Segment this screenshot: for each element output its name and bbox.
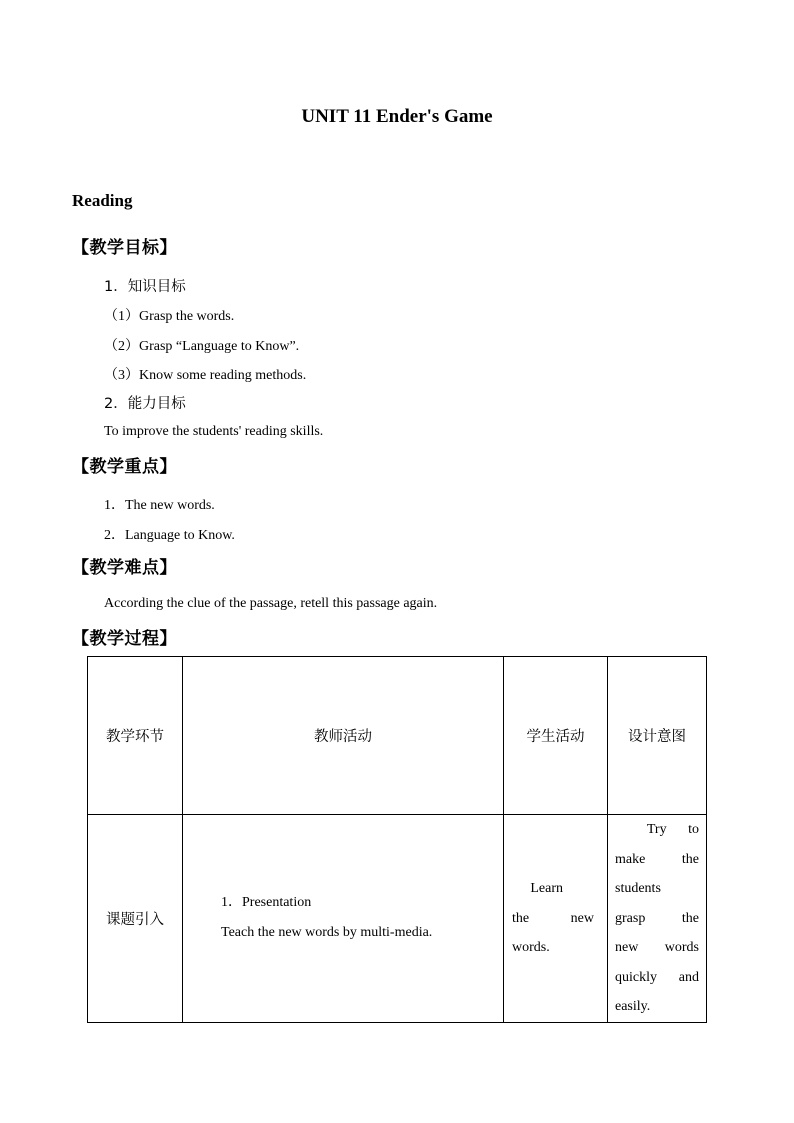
teacher-activity-title: 1．Presentation <box>221 895 312 911</box>
design-intent-cell <box>608 815 707 1023</box>
knowledge-objective-heading: 1．知识目标 <box>104 279 186 295</box>
student-activity-line: the new <box>512 910 594 926</box>
design-intent-line: grasp the <box>615 910 699 926</box>
teaching-process-table <box>87 656 707 1023</box>
design-intent-line: quickly and <box>615 969 699 985</box>
ability-objective-heading: 2．能力目标 <box>104 396 186 412</box>
student-activity-cell <box>504 815 608 1023</box>
difficulties-text: According the clue of the passage, retell this passage again. <box>104 596 438 611</box>
key-points-heading: 【教学重点】 <box>72 457 177 477</box>
design-intent-line: new words <box>615 940 699 955</box>
design-intent-line: Try to <box>646 822 699 837</box>
process-heading: 【教学过程】 <box>72 629 177 649</box>
teacher-activity-cell <box>183 815 504 1023</box>
design-intent-line: students <box>615 881 661 896</box>
knowledge-item: （2）Grasp “Language to Know”. <box>104 339 300 354</box>
page-title: UNIT 11 Ender's Game <box>301 106 493 127</box>
header-stage: 教学环节 <box>88 657 183 815</box>
header-design-intent: 设计意图 <box>608 657 707 815</box>
key-point-item: 1．The new words. <box>104 498 215 513</box>
design-intent-line: easily. <box>615 999 651 1014</box>
header-student-activity: 学生活动 <box>504 657 608 815</box>
key-point-item: 2．Language to Know. <box>104 528 235 543</box>
knowledge-item: （3）Know some reading methods. <box>104 368 307 383</box>
ability-objective-text: To improve the students' reading skills. <box>104 424 324 439</box>
teacher-activity-detail: Teach the new words by multi-media. <box>221 925 433 941</box>
student-activity-line: words. <box>512 940 550 955</box>
header-teacher-activity: 教师活动 <box>183 657 504 815</box>
knowledge-item: （1）Grasp the words. <box>104 309 235 324</box>
student-activity-line: Learn <box>530 881 563 896</box>
difficulties-heading: 【教学难点】 <box>72 558 177 578</box>
table-header-row <box>88 657 707 815</box>
lesson-type-heading: Reading <box>72 191 133 210</box>
objectives-heading: 【教学目标】 <box>72 238 177 258</box>
stage-cell: 课题引入 <box>88 815 183 1023</box>
table-row <box>88 815 707 1023</box>
design-intent-line: make the <box>615 851 699 867</box>
